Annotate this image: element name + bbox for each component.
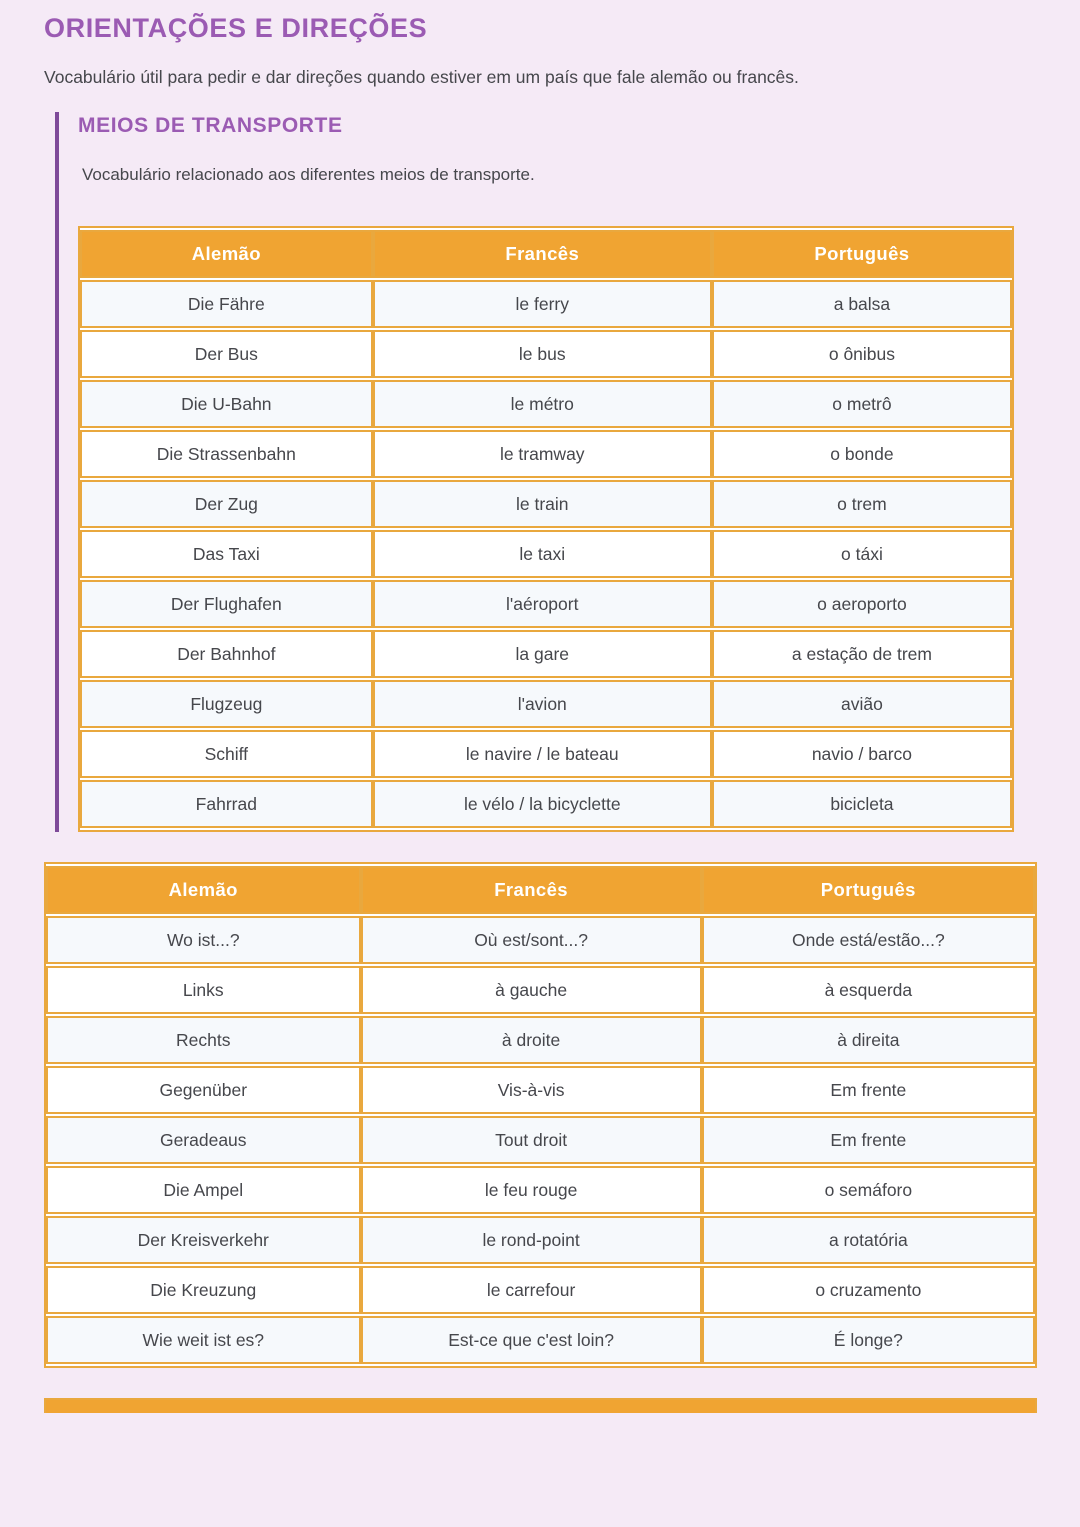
table-cell: Schiff — [80, 730, 373, 778]
table-cell: a rotatória — [702, 1216, 1035, 1264]
table-cell: l'aéroport — [373, 580, 712, 628]
page-title: ORIENTAÇÕES E DIREÇÕES — [44, 13, 428, 43]
table-cell: le rond-point — [361, 1216, 702, 1264]
table-cell: Die Strassenbahn — [80, 430, 373, 478]
table-cell: Der Bahnhof — [80, 630, 373, 678]
directions-vocabulary-table — [44, 862, 1037, 1368]
table-cell: Onde está/estão...? — [702, 916, 1035, 964]
transport-section — [55, 112, 1037, 832]
table-row — [80, 330, 1012, 378]
table-cell: Der Kreisverkehr — [46, 1216, 361, 1264]
table-row — [80, 580, 1012, 628]
column-header: Alemão — [80, 230, 373, 278]
table-cell: Der Bus — [80, 330, 373, 378]
table-cell: Das Taxi — [80, 530, 373, 578]
table-cell: à esquerda — [702, 966, 1035, 1014]
table-cell: Est-ce que c'est loin? — [361, 1316, 702, 1364]
table-cell: Gegenüber — [46, 1066, 361, 1114]
table-cell: à direita — [702, 1016, 1035, 1064]
table-row — [46, 1116, 1035, 1164]
table-cell: Flugzeug — [80, 680, 373, 728]
table-row — [80, 280, 1012, 328]
table-cell: le carrefour — [361, 1266, 702, 1314]
table-cell: Fahrrad — [80, 780, 373, 828]
table-cell: Wie weit ist es? — [46, 1316, 361, 1364]
table-row — [46, 1066, 1035, 1114]
column-header: Português — [712, 230, 1012, 278]
table-cell: a balsa — [712, 280, 1012, 328]
table-cell: à droite — [361, 1016, 702, 1064]
table-row — [80, 680, 1012, 728]
table-cell: le bus — [373, 330, 712, 378]
table-cell: à gauche — [361, 966, 702, 1014]
column-header: Português — [702, 866, 1035, 914]
section-description: Vocabulário relacionado aos diferentes meios de transporte. — [82, 165, 535, 185]
table-cell: Die Fähre — [80, 280, 373, 328]
page-intro-text: Vocabulário útil para pedir e dar direções quando estiver em um país que fale alemão ou francês. — [44, 67, 799, 88]
column-header: Francês — [361, 866, 702, 914]
table-cell: le navire / le bateau — [373, 730, 712, 778]
table-cell: o táxi — [712, 530, 1012, 578]
table-cell: Die Ampel — [46, 1166, 361, 1214]
transport-vocabulary-table — [78, 226, 1014, 832]
table-row — [80, 380, 1012, 428]
table-cell: a estação de trem — [712, 630, 1012, 678]
table-cell: Wo ist...? — [46, 916, 361, 964]
table-cell: Où est/sont...? — [361, 916, 702, 964]
column-header: Francês — [373, 230, 712, 278]
table-cell: o semáforo — [702, 1166, 1035, 1214]
table-cell: avião — [712, 680, 1012, 728]
table-cell: o aeroporto — [712, 580, 1012, 628]
table-row — [80, 730, 1012, 778]
table-cell: le ferry — [373, 280, 712, 328]
table-row — [46, 1016, 1035, 1064]
table-row — [46, 1266, 1035, 1314]
table-row — [46, 1316, 1035, 1364]
table-row — [80, 480, 1012, 528]
table-cell: bicicleta — [712, 780, 1012, 828]
table-cell: Rechts — [46, 1016, 361, 1064]
table-cell: le métro — [373, 380, 712, 428]
table-row — [80, 530, 1012, 578]
table-cell: Geradeaus — [46, 1116, 361, 1164]
table-cell: le feu rouge — [361, 1166, 702, 1214]
table-cell: Die U-Bahn — [80, 380, 373, 428]
table-cell: o ônibus — [712, 330, 1012, 378]
section-heading: MEIOS DE TRANSPORTE — [78, 114, 343, 138]
table-row — [46, 916, 1035, 964]
table-cell: o metrô — [712, 380, 1012, 428]
table-cell: É longe? — [702, 1316, 1035, 1364]
header-row — [46, 866, 1035, 914]
table-cell: o cruzamento — [702, 1266, 1035, 1314]
table-cell: Der Flughafen — [80, 580, 373, 628]
table-cell: la gare — [373, 630, 712, 678]
table-row — [46, 1216, 1035, 1264]
table-cell: Die Kreuzung — [46, 1266, 361, 1314]
table-cell: Tout droit — [361, 1116, 702, 1164]
table-cell: navio / barco — [712, 730, 1012, 778]
table-cell: o bonde — [712, 430, 1012, 478]
table-cell: le tramway — [373, 430, 712, 478]
table-cell: le train — [373, 480, 712, 528]
table-cell: le vélo / la bicyclette — [373, 780, 712, 828]
table-row — [80, 630, 1012, 678]
next-table-header-cutoff — [44, 1398, 1037, 1413]
table-row — [80, 430, 1012, 478]
table-cell: Links — [46, 966, 361, 1014]
table-cell: le taxi — [373, 530, 712, 578]
column-header: Alemão — [46, 866, 361, 914]
table-cell: Vis-à-vis — [361, 1066, 702, 1114]
table-row — [46, 966, 1035, 1014]
table-cell: l'avion — [373, 680, 712, 728]
table-row — [46, 1166, 1035, 1214]
table-cell: o trem — [712, 480, 1012, 528]
table-cell: Em frente — [702, 1066, 1035, 1114]
table-row — [80, 780, 1012, 828]
table-cell: Der Zug — [80, 480, 373, 528]
header-row — [80, 230, 1012, 278]
table-cell: Em frente — [702, 1116, 1035, 1164]
